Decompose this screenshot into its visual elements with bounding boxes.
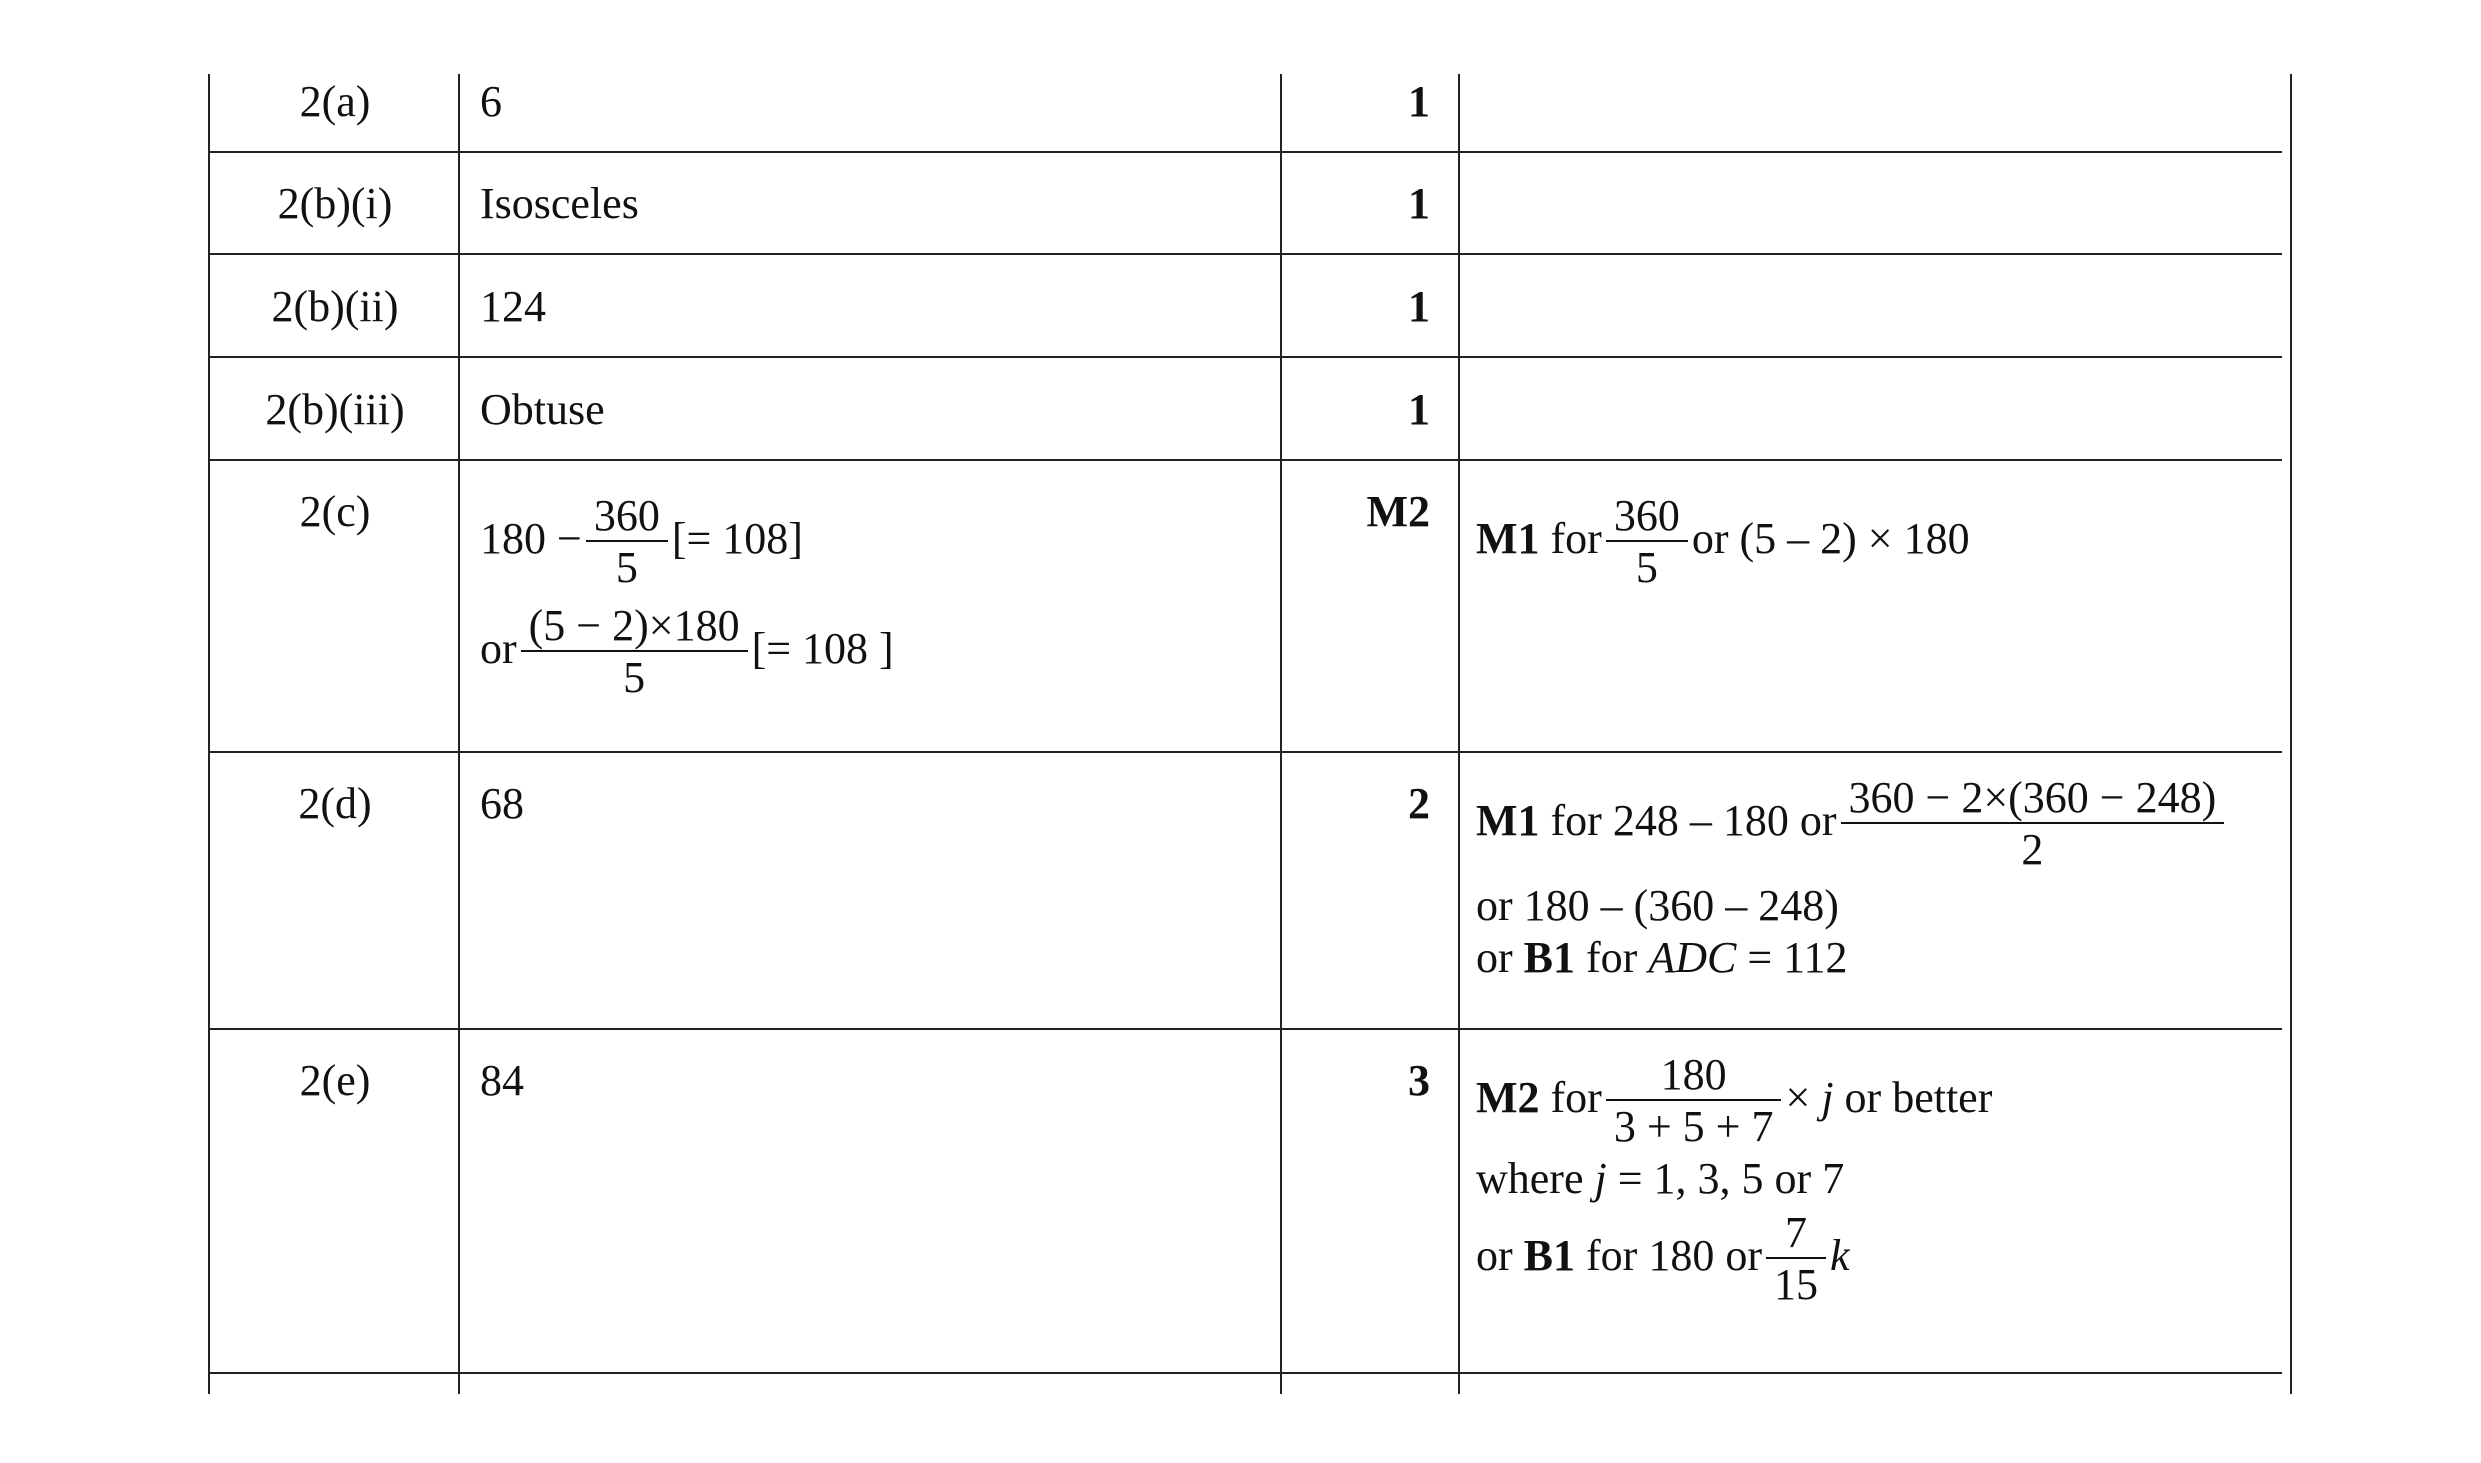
fraction-denominator: 3 + 5 + 7 (1606, 1099, 1782, 1153)
guidance-word: or (1476, 933, 1513, 982)
answer-text: 84 (480, 1056, 524, 1105)
guidance-line-text: for 180 or (1586, 1231, 1762, 1281)
question-number: 2(e) (299, 1056, 371, 1105)
times-symbol: × (1785, 1073, 1811, 1123)
fraction (1770, 1209, 1822, 1311)
guidance-word: for (1586, 933, 1638, 982)
marks-value: 1 (1408, 385, 1430, 434)
fraction-numerator: 7 (1784, 1208, 1807, 1257)
mark-code: B1 (1523, 933, 1576, 982)
guidance-word: or (1476, 1231, 1513, 1281)
fraction-numerator: (5 − 2)×180 (528, 601, 740, 650)
row-divider (208, 1372, 2282, 1374)
marks-value: 3 (1408, 1056, 1430, 1105)
marks-value: 2 (1408, 779, 1430, 828)
question-number: 2(b)(iii) (265, 385, 405, 434)
marks-value: 1 (1408, 179, 1430, 228)
answer-text: Obtuse (480, 385, 605, 434)
guidance-line (1476, 1051, 1992, 1153)
answer-line (480, 492, 894, 594)
guidance-word: for (1550, 514, 1602, 564)
fraction-numerator: 180 (1660, 1050, 1727, 1099)
answer-tail: [= 108 ] (751, 624, 894, 674)
guidance-word: for (1550, 1073, 1602, 1123)
row-divider (208, 356, 2282, 358)
guidance-line (1476, 932, 2228, 984)
question-number: 2(b)(i) (277, 179, 393, 228)
answer-text: 68 (480, 779, 524, 828)
mark-code: M2 (1476, 1073, 1540, 1123)
table-border (458, 74, 460, 1394)
question-number: 2(d) (298, 779, 372, 828)
question-number: 2(a) (299, 77, 371, 126)
guidance-text (1476, 774, 2228, 984)
guidance-tail: or better (1844, 1073, 1993, 1123)
answer-line (480, 602, 894, 704)
guidance-tail: = 1, 3, 5 or 7 (1617, 1154, 1845, 1203)
marks-value: 1 (1408, 282, 1430, 331)
answer-lead: 180 − (480, 514, 582, 564)
question-number: 2(c) (299, 487, 371, 536)
row-divider (208, 151, 2282, 153)
row-divider (208, 1028, 2282, 1030)
answer-tail: [= 108] (671, 514, 803, 564)
fraction-denominator: 2 (1841, 822, 2225, 876)
variable: ADC (1648, 933, 1737, 982)
answer-lead: or (480, 624, 517, 674)
mark-code: M1 (1476, 514, 1540, 564)
variable: k (1829, 1231, 1850, 1281)
guidance-text (1476, 492, 1970, 594)
fraction (525, 602, 744, 704)
fraction-denominator: 5 (586, 540, 668, 594)
question-number: 2(b)(ii) (271, 282, 399, 331)
fraction-denominator: 5 (521, 650, 748, 704)
row-divider (208, 751, 2282, 753)
answer-text: Isosceles (480, 179, 639, 228)
row-divider (208, 253, 2282, 255)
guidance-tail: = 112 (1747, 933, 1848, 982)
guidance-line (1476, 774, 2228, 876)
answer-text: 6 (480, 77, 502, 126)
marks-value: 1 (1408, 77, 1430, 126)
fraction-numerator: 360 − 2×(360 − 248) (1848, 773, 2217, 822)
fraction (590, 492, 664, 594)
table-border (1458, 74, 1460, 1394)
guidance-line (1476, 1153, 1992, 1205)
table-border (1280, 74, 1282, 1394)
fraction (1845, 774, 2221, 876)
guidance-line: or 180 – (360 – 248) (1476, 881, 1839, 930)
table-border (208, 74, 210, 1394)
fraction (1610, 1051, 1778, 1153)
guidance-word: where (1476, 1154, 1584, 1203)
fraction (1610, 492, 1684, 594)
fraction-denominator: 5 (1606, 540, 1688, 594)
guidance-line (1476, 1209, 1992, 1311)
guidance-line-text: for 248 – 180 or (1550, 796, 1837, 846)
variable: j (1821, 1073, 1834, 1123)
mark-code: B1 (1523, 1231, 1576, 1281)
guidance-tail: or (5 – 2) × 180 (1691, 514, 1970, 564)
table-border (2290, 74, 2292, 1394)
variable: j (1594, 1154, 1607, 1203)
fraction-numerator: 360 (1613, 491, 1680, 540)
mark-code: M1 (1476, 796, 1540, 846)
answer-expression (480, 486, 894, 704)
guidance-text (1476, 1051, 1992, 1311)
fraction-numerator: 360 (593, 491, 660, 540)
row-divider (208, 459, 2282, 461)
answer-text: 124 (480, 282, 546, 331)
fraction-denominator: 15 (1766, 1257, 1826, 1311)
marks-value: M2 (1366, 487, 1430, 536)
